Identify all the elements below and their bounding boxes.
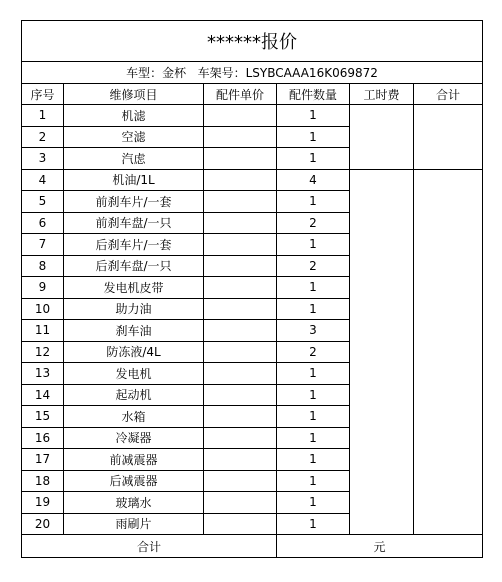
row-quantity: 1	[277, 363, 350, 385]
row-number: 20	[22, 513, 64, 535]
row-item: 刹车油	[64, 320, 204, 342]
row-unit-price	[204, 191, 277, 213]
row-number: 10	[22, 298, 64, 320]
grand-total-amount: 元	[277, 535, 483, 558]
row-number: 6	[22, 212, 64, 234]
row-quantity: 1	[277, 492, 350, 514]
row-number: 19	[22, 492, 64, 514]
total-cell-group	[414, 105, 483, 170]
row-item: 助力油	[64, 298, 204, 320]
row-quantity: 3	[277, 320, 350, 342]
row-quantity: 1	[277, 406, 350, 428]
row-item: 起动机	[64, 384, 204, 406]
row-item: 发电机	[64, 363, 204, 385]
row-unit-price	[204, 513, 277, 535]
row-number: 11	[22, 320, 64, 342]
header-unit-price: 配件单价	[204, 84, 277, 105]
row-quantity: 1	[277, 449, 350, 471]
page-title: ******报价	[22, 21, 483, 62]
row-number: 5	[22, 191, 64, 213]
row-unit-price	[204, 363, 277, 385]
row-item: 后刹车片/一套	[64, 234, 204, 256]
row-quantity: 1	[277, 470, 350, 492]
row-item: 前刹车片/一套	[64, 191, 204, 213]
row-quantity: 1	[277, 148, 350, 170]
header-total: 合计	[414, 84, 483, 105]
row-unit-price	[204, 449, 277, 471]
grand-total-label: 合计	[22, 535, 277, 558]
quote-table	[21, 20, 483, 558]
row-unit-price	[204, 255, 277, 277]
row-item: 前减震器	[64, 449, 204, 471]
row-unit-price	[204, 234, 277, 256]
row-quantity: 1	[277, 298, 350, 320]
vehicle-info: 车型：金杯 车架号：LSYBCAAA16K069872	[22, 62, 483, 84]
header-labor: 工时费	[350, 84, 414, 105]
row-item: 机油/1L	[64, 169, 204, 191]
row-number: 9	[22, 277, 64, 299]
row-quantity: 1	[277, 234, 350, 256]
total-cell	[414, 169, 483, 535]
total-row	[22, 535, 483, 558]
row-quantity: 1	[277, 427, 350, 449]
row-quantity: 4	[277, 169, 350, 191]
row-item: 后刹车盘/一只	[64, 255, 204, 277]
row-unit-price	[204, 470, 277, 492]
row-unit-price	[204, 277, 277, 299]
row-item: 汽虑	[64, 148, 204, 170]
row-number: 2	[22, 126, 64, 148]
row-quantity: 1	[277, 126, 350, 148]
labor-cell-group	[350, 105, 414, 170]
row-item: 玻璃水	[64, 492, 204, 514]
row-unit-price	[204, 298, 277, 320]
row-number: 13	[22, 363, 64, 385]
row-unit-price	[204, 341, 277, 363]
row-unit-price	[204, 169, 277, 191]
row-unit-price	[204, 384, 277, 406]
labor-cell	[350, 169, 414, 535]
row-number: 12	[22, 341, 64, 363]
row-quantity: 2	[277, 212, 350, 234]
row-number: 14	[22, 384, 64, 406]
row-unit-price	[204, 492, 277, 514]
row-unit-price	[204, 212, 277, 234]
row-item: 发电机皮带	[64, 277, 204, 299]
row-quantity: 2	[277, 255, 350, 277]
header-no: 序号	[22, 84, 64, 105]
row-item: 水箱	[64, 406, 204, 428]
row-unit-price	[204, 126, 277, 148]
row-quantity: 1	[277, 191, 350, 213]
row-number: 1	[22, 105, 64, 127]
row-number: 7	[22, 234, 64, 256]
table-row	[22, 105, 483, 127]
row-item: 后减震器	[64, 470, 204, 492]
row-number: 15	[22, 406, 64, 428]
row-item: 机滤	[64, 105, 204, 127]
header-quantity: 配件数量	[277, 84, 350, 105]
row-unit-price	[204, 406, 277, 428]
row-number: 16	[22, 427, 64, 449]
row-unit-price	[204, 427, 277, 449]
table-row	[22, 169, 483, 191]
row-quantity: 1	[277, 277, 350, 299]
row-unit-price	[204, 148, 277, 170]
row-item: 冷凝器	[64, 427, 204, 449]
row-number: 8	[22, 255, 64, 277]
row-number: 17	[22, 449, 64, 471]
row-quantity: 1	[277, 384, 350, 406]
row-quantity: 1	[277, 513, 350, 535]
row-number: 4	[22, 169, 64, 191]
row-item: 防冻液/4L	[64, 341, 204, 363]
row-quantity: 1	[277, 105, 350, 127]
row-quantity: 2	[277, 341, 350, 363]
row-number: 18	[22, 470, 64, 492]
row-item: 空滤	[64, 126, 204, 148]
row-item: 前刹车盘/一只	[64, 212, 204, 234]
header-item: 维修项目	[64, 84, 204, 105]
row-unit-price	[204, 320, 277, 342]
row-number: 3	[22, 148, 64, 170]
row-unit-price	[204, 105, 277, 127]
row-item: 雨刷片	[64, 513, 204, 535]
header-row	[22, 84, 483, 105]
